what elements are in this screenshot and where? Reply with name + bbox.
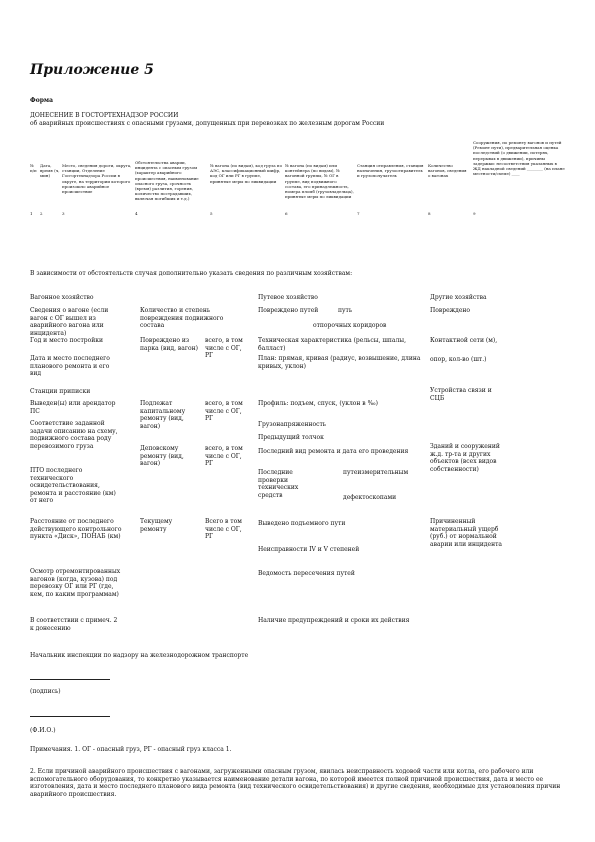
stations-row-2-c2: Деповскому ремонту (вид, вагон) [140, 445, 184, 467]
column-number-7: 7 [357, 211, 360, 216]
stations-row-3-c1: ПТО последнего технического освидетельствования, ремонта и расстояние (км) от него [30, 467, 116, 504]
track-last-repair: Последний вид ремонта и дата его проведения [258, 448, 409, 455]
stations-row-6-c1: В соответствии с примеч. 2 к донесению [30, 617, 118, 632]
wagon-row-1-c2: Количество и степень повреждения подвижного состава [140, 307, 224, 329]
track-section-heading: Путевое хозяйство [258, 294, 318, 301]
column-number-1: 1 [30, 211, 33, 216]
stations-row-1-c3: всего, в том числе с ОГ, РГ [205, 400, 243, 422]
signature-line [30, 679, 110, 680]
note-2: 2. Если причиной аварийного происшествия с вагонами, загруженными опасным грузом, явилась неисправность ходовой части или котла, его рабочего или вспомогательного оборудования, то конкретно указывается наименование детали вагона, по которой имеется полной причиной происшествия, дата и место ее изготовления, дата и место последнего планового вида ремонта (вид технического освидетельствования) и другие сведения, необходимые для установления причин аварийного происшествия. [30, 768, 561, 798]
report-title-line1: ДОНЕСЕНИЕ В ГОСТОРТЕХНАДЗОР РОССИИ [30, 112, 179, 119]
track-damaged-extra: путь [338, 307, 353, 314]
other-poles: опор, кол-во (шт.) [430, 356, 487, 363]
signature-caption: (подпись) [30, 688, 61, 695]
other-catenary: Контактной сети (м), [430, 337, 498, 344]
name-line [30, 716, 110, 717]
wagon-row-1-c1: Сведения о вагоне (если вагон с ОГ вышел из аварийного вагона или инцидента) [30, 307, 109, 337]
track-damaged-label: Повреждено путей [258, 307, 319, 314]
other-section-heading: Другие хозяйства [430, 294, 487, 301]
note-1: Примечания. 1. ОГ - опасный груз, РГ - опасный груз класса 1. [30, 746, 232, 753]
column-header-8: Количество вагонов, сведения о вагонах [428, 163, 467, 179]
track-damaged-sub: отпорочных коридоров [313, 322, 387, 329]
other-signaling: Устройства связи и СЦБ [430, 387, 492, 402]
track-faults: Неисправности IV и V степеней [258, 546, 360, 553]
column-number-3: 3 [62, 211, 65, 216]
track-checks-extra: путеизмерительным [343, 469, 409, 476]
column-number-6: 6 [285, 211, 288, 216]
additional-info-notice: В зависимости от обстоятельств случая дополнительно указать сведения по различным хозяйствам: [30, 270, 353, 277]
form-label: Форма [30, 97, 53, 104]
column-number-8: 8 [428, 211, 431, 216]
column-header-5: № вагона (по видам), код груза по АЭС, классификационный шифр, код ОГ или РГ в группе, принятые меры по ликвидации [210, 163, 282, 184]
track-lifted: Выведено подъемного пути [258, 520, 346, 527]
track-plan: План: прямая, кривая (радиус, возвышение, длина кривых, уклон) [258, 355, 421, 370]
column-header-6: № вагона (по видам) или контейнера (по видам), № вагонной группы, № ОГ в группе, вид подвижного состава, его принадлежность, номера пломб (грузовладельца), принятые меры по ликвидации [285, 163, 354, 200]
other-damaged: Повреждено [430, 307, 470, 314]
report-title-line2: об аварийных происшествиях с опасными грузами, допущенных при перевозках по железным дорогам России [30, 120, 385, 127]
track-load: Грузонапряженность [258, 421, 327, 428]
column-number-2: 2 [40, 211, 43, 216]
stations-row-2-c1: Соответствие заданной задачи описанию на схему, подвижного состава роду перевозимого груза [30, 420, 118, 450]
stations-heading: Станции приписки [30, 388, 91, 395]
stations-row-5-c1: Осмотр отремонтированных вагонов (когда, кузова) под перевозку ОГ или РГ (где, кем, по каким программам) [30, 568, 121, 598]
wagon-row-3-c1: Дата и место последнего планового ремонта и его вид [30, 355, 110, 377]
column-header-1: № п/п [30, 163, 37, 174]
stations-row-2-c3: всего, в том числе с ОГ, РГ [205, 445, 243, 467]
stations-row-1-c1: Выведен(ы) или арендатор ПС [30, 400, 116, 415]
stations-row-1-c2: Подлежат капитальному ремонту (вид, вагон) [140, 400, 186, 430]
column-number-5: 5 [210, 211, 213, 216]
wagon-row-2-c1: Год и место постройки [30, 337, 104, 344]
stations-row-4-c2: Текущему ремонту [140, 518, 173, 533]
other-damage-cost: Причиненный материальный ущерб (руб.) от нормальной аварии или инцидента [430, 518, 502, 548]
track-last-checks: Последние проверки технических средств [258, 469, 299, 499]
signer-title: Начальник инспекции по надзору на железнодорожном транспорте [30, 652, 249, 659]
column-header-2: Дата, время (ч, мин) [40, 163, 60, 179]
column-number-9: 9 [473, 211, 476, 216]
wagon-row-2-c3: всего, в том числе с ОГ, РГ [205, 337, 243, 359]
stations-row-4-c3: Всего в том числе с ОГ, РГ [205, 518, 242, 540]
column-header-9: Сооружения, по ремонту вагонов и путей (Ремонт пути), предварительная оценка последствий (о движении, потерях, перерывах в движении), причины задержки: несоответствия указанных в ЖД накладной сведений ________ (на плане местности/схеме) ____ [473, 140, 565, 177]
track-previous-push: Предыдущий толчок [258, 434, 324, 441]
column-number-4: 4 [135, 211, 138, 216]
track-crossing-sheet: Ведомость пересечения путей [258, 570, 355, 577]
name-caption: (Ф.И.О.) [30, 727, 56, 734]
wagon-section-heading: Вагонное хозяйство [30, 294, 94, 301]
stations-row-4-c1: Расстояние от последнего действующего контрольного пункта «Диск», ПОНАБ (км) [30, 518, 122, 540]
wagon-row-2-c2: Повреждено из парка (вид, вагон) [140, 337, 198, 352]
page-title: Приложение 5 [30, 62, 154, 78]
column-header-7: Станция отправления, станция назначения, грузоотправитель и грузополучатель [357, 163, 424, 179]
column-header-3: Место, сведения дороги, округа, станции, Отделение Госгортехнадзора России в округе, на территории которого произошло аварийное происшествие [62, 163, 132, 194]
other-buildings: Зданий и сооружений ж.д. тр-та и других объектов (всех видов собственности) [430, 443, 500, 473]
track-profile: Профиль: подъем, спуск, (уклон в ‰) [258, 400, 378, 407]
column-header-4: Обстоятельства аварии, инцидента с опасным грузом (характер аварийного происшествия, наименование опасного груза, срочность (время) разлития, горения, количество пострадавших, включая погибших и т.д.) [135, 160, 199, 202]
track-warnings: Наличие предупреждений и сроки их действия [258, 617, 410, 624]
track-tech-characteristics: Техническая характеристика (рельсы, шпалы, балласт) [258, 337, 406, 352]
track-checks-sub: дефектоскопами [343, 494, 397, 501]
